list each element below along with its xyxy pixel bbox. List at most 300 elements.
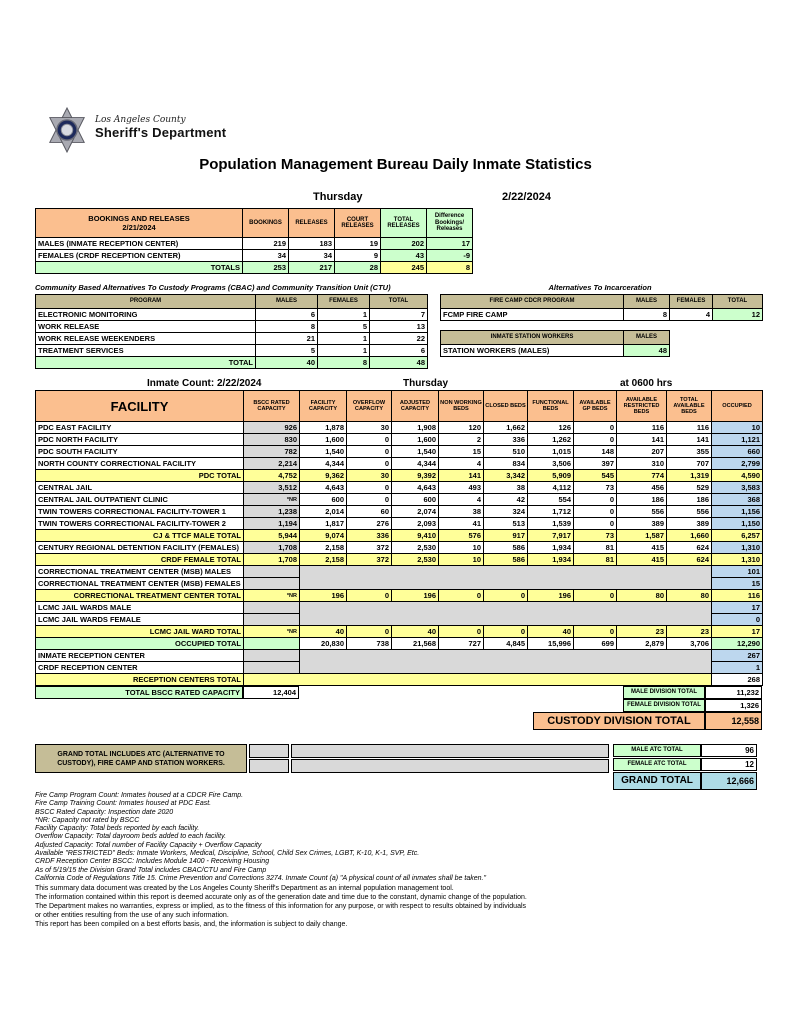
facility-reception-total-row: [36, 674, 763, 686]
cell: CENTURY REGIONAL DETENTION FACILITY (FEMALES): [36, 542, 244, 554]
bookings-releases-table: [35, 208, 473, 274]
cell: 4: [439, 458, 484, 470]
cell: 9,074: [300, 530, 347, 542]
col-bscc-rated-capacity: BSCC RATED CAPACITY: [244, 391, 300, 422]
cell: 355: [667, 446, 712, 458]
footnote-line: As of 5/19/15 the Division Grand Total includes CBAC/CTU and Fire Camp: [35, 866, 267, 874]
page-title: Population Management Bureau Daily Inmate Statistics: [199, 156, 592, 173]
cell: 116: [617, 422, 667, 434]
cell: CENTRAL JAIL OUTPATIENT CLINIC: [36, 494, 244, 506]
bookings-header-row: [36, 209, 473, 238]
grand-gray-cell: [291, 744, 609, 758]
cell: 1,319: [667, 470, 712, 482]
cell: 4,112: [528, 482, 574, 494]
cell: 707: [667, 458, 712, 470]
cell: 1,934: [528, 554, 574, 566]
footnote-line: BSCC Rated Capacity: Inspection date 2020: [35, 808, 174, 816]
facility-total-row: [36, 626, 763, 638]
cell: 1,015: [528, 446, 574, 458]
cell: 324: [484, 506, 528, 518]
cell: 148: [574, 446, 617, 458]
cell: 3,342: [484, 470, 528, 482]
fire-camp-total: 12: [713, 309, 763, 321]
cell: 624: [667, 542, 712, 554]
facility-row: [36, 482, 763, 494]
cell: 0: [347, 446, 392, 458]
cell: PDC EAST FACILITY: [36, 422, 244, 434]
facility-row: [36, 518, 763, 530]
facility-row: [36, 422, 763, 434]
footnote-line: Fire Camp Program Count: Inmates housed at a CDCR Fire Camp.: [35, 792, 244, 799]
cell: 1,662: [484, 422, 528, 434]
disclaimer-line: or other entities resulting from the use of any such information.: [35, 912, 229, 919]
col-males: MALES: [256, 295, 318, 309]
male-division-label: MALE DIVISION TOTAL: [623, 686, 705, 699]
station-workers-header: INMATE STATION WORKERS: [441, 331, 624, 345]
disclaimer-line: The information contained within this report is deemed accurate only as of the generation date and time due to the constant, dynamic change of the population.: [35, 894, 527, 901]
footnote-line: Adjusted Capacity: Total number of Facility Capacity + Overflow Capacity: [35, 841, 262, 849]
inmate-count-day: Thursday: [403, 378, 449, 389]
cbac-header-row: [36, 295, 428, 309]
cell: 42: [484, 494, 528, 506]
cell: 0: [484, 626, 528, 638]
cell: 0: [574, 518, 617, 530]
cell: 1,934: [528, 542, 574, 554]
cell: 23: [617, 626, 667, 638]
cell: 186: [617, 494, 667, 506]
cell: 5,944: [244, 530, 300, 542]
bookings-row: [36, 250, 473, 262]
cell: 1,878: [300, 422, 347, 434]
cell: 1,310: [712, 554, 763, 566]
col-functional-beds: FUNCTIONAL BEDS: [528, 391, 574, 422]
col-males: MALES: [624, 295, 670, 309]
cell: 493: [439, 482, 484, 494]
cell: 0: [484, 590, 528, 602]
cell: 4,845: [484, 638, 528, 650]
cell: 0: [439, 626, 484, 638]
cell: 600: [300, 494, 347, 506]
station-workers-label: STATION WORKERS (MALES): [441, 345, 624, 357]
cell: 1,121: [712, 434, 763, 446]
facility-row: [36, 542, 763, 554]
cell: 2,093: [392, 518, 439, 530]
cell: 1: [318, 333, 370, 345]
cbac-total-row: [36, 357, 428, 369]
cell: 19: [335, 238, 381, 250]
cell: ELECTRONIC MONITORING: [36, 309, 256, 321]
col-adjusted-capacity: ADJUSTED CAPACITY: [392, 391, 439, 422]
bookings-date: 2/21/2024: [122, 223, 156, 232]
cell: 1,817: [300, 518, 347, 530]
cell: 40: [528, 626, 574, 638]
cell: 336: [484, 434, 528, 446]
cbac-title: Community Based Alternatives To Custody Programs (CBAC) and Community Transition Unit (CTU): [35, 283, 391, 292]
cell: 41: [439, 518, 484, 530]
cell: 372: [347, 542, 392, 554]
cell: 20,830: [300, 638, 347, 650]
cell: 34: [243, 250, 289, 262]
cell: 7,917: [528, 530, 574, 542]
facility-occupied-total-row: [36, 638, 763, 650]
cell: 23: [667, 626, 712, 638]
col-available-gp-beds: AVAILABLE GP BEDS: [574, 391, 617, 422]
cell: 6,257: [712, 530, 763, 542]
cell: 1,660: [667, 530, 712, 542]
facility-gray-first-row: [36, 650, 763, 662]
cell: 545: [574, 470, 617, 482]
cell: 17: [427, 238, 473, 250]
cell: 510: [484, 446, 528, 458]
cell: MALES (INMATE RECEPTION CENTER): [36, 238, 243, 250]
cell: 727: [439, 638, 484, 650]
cell: *NR: [244, 590, 300, 602]
cell: LCMC JAIL WARD TOTAL: [36, 626, 244, 638]
cell: [244, 614, 300, 626]
cell: WORK RELEASE: [36, 321, 256, 333]
cell: 80: [667, 590, 712, 602]
cell: 529: [667, 482, 712, 494]
grand-total-section: [35, 742, 762, 794]
facility-total-row: [36, 554, 763, 566]
cell: 120: [439, 422, 484, 434]
cell: 415: [617, 554, 667, 566]
cell: 624: [667, 554, 712, 566]
cell: 1,150: [712, 518, 763, 530]
cell: [244, 650, 300, 662]
cell: 1,310: [712, 542, 763, 554]
cell: 600: [392, 494, 439, 506]
cell: 80: [617, 590, 667, 602]
cell: 368: [712, 494, 763, 506]
cell: 4,643: [392, 482, 439, 494]
cell: CORRECTIONAL TREATMENT CENTER (MSB) FEMALES: [36, 578, 244, 590]
cell: 2,530: [392, 554, 439, 566]
cell: 1: [318, 309, 370, 321]
female-division-value: 1,326: [705, 699, 762, 712]
cell: 38: [484, 482, 528, 494]
cell: 40: [256, 357, 318, 369]
footnote-line: Facility Capacity: Total beds reported by each facility.: [35, 825, 200, 833]
cell: WORK RELEASE WEEKENDERS: [36, 333, 256, 345]
cell: 268: [712, 674, 763, 686]
cell: 1,539: [528, 518, 574, 530]
cell: 126: [528, 422, 574, 434]
cell: 660: [712, 446, 763, 458]
sheriff-logo: [45, 106, 226, 154]
col-females: FEMALES: [318, 295, 370, 309]
cell: 4: [439, 494, 484, 506]
cell: [300, 566, 712, 590]
col-non-working-beds: NON WORKING BEDS: [439, 391, 484, 422]
cell: INMATE RECEPTION CENTER: [36, 650, 244, 662]
footnote-line: Available "RESTRICTED" Beds: Inmate Workers, Medical, Discipline, School, Child Sex Crimes, LGBT, K-10, K-1, SVP, Etc.: [35, 850, 420, 858]
day-date-row: [0, 191, 791, 205]
cell: PDC NORTH FACILITY: [36, 434, 244, 446]
col-total: TOTAL: [713, 295, 763, 309]
col-program: PROGRAM: [36, 295, 256, 309]
cell: 1,156: [712, 506, 763, 518]
col-available-restricted-beds: AVAILABLE RESTRICTED BEDS: [617, 391, 667, 422]
cell: 22: [370, 333, 428, 345]
inmate-count-line: [35, 378, 762, 390]
cell: 4,643: [300, 482, 347, 494]
cell: 0: [347, 434, 392, 446]
cell: 336: [347, 530, 392, 542]
cell: 554: [528, 494, 574, 506]
cell: 1,712: [528, 506, 574, 518]
cell: 12,290: [712, 638, 763, 650]
total-bscc-label: TOTAL BSCC RATED CAPACITY: [35, 686, 243, 699]
cell: 7: [370, 309, 428, 321]
cell: 101: [712, 566, 763, 578]
cell: 0: [347, 458, 392, 470]
cell: 2,214: [244, 458, 300, 470]
cell: 21: [256, 333, 318, 345]
cell: 81: [574, 542, 617, 554]
bookings-releases-section: [35, 208, 473, 274]
station-workers-row: [441, 345, 670, 357]
disclaimer: [35, 884, 755, 929]
cell: 43: [381, 250, 427, 262]
facility-total-row: [36, 530, 763, 542]
col-difference: Difference Bookings/ Releases: [427, 209, 473, 238]
cell: 834: [484, 458, 528, 470]
cell: 830: [244, 434, 300, 446]
footnote-line: *NR: Capacity not rated by BSCC: [35, 816, 140, 824]
footnote-line: Fire Camp Training Count: Inmates housed at PDC East.: [35, 800, 212, 808]
cell: *NR: [244, 626, 300, 638]
footnote-line: California Code of Regulations Title 15. Crime Prevention and Corrections 3274. Inmate Count (a) "A physical count of all inmates shall be taken.": [35, 874, 486, 882]
cell: 2,799: [712, 458, 763, 470]
cell: 1,540: [392, 446, 439, 458]
cell: 0: [347, 494, 392, 506]
station-workers-table: [440, 330, 670, 357]
cbac-table: [35, 294, 428, 369]
cell: 0: [347, 590, 392, 602]
female-division-row: [35, 699, 762, 712]
cell: 2,158: [300, 542, 347, 554]
cell: CENTRAL JAIL: [36, 482, 244, 494]
cell: 15,996: [528, 638, 574, 650]
cell: [244, 662, 300, 674]
cell: 0: [574, 590, 617, 602]
cell: 40: [392, 626, 439, 638]
custody-division-value: 12,558: [705, 712, 762, 730]
grand-gray-cell: [249, 744, 289, 758]
cell: 1,194: [244, 518, 300, 530]
alternatives-title: Alternatives To Incarceration: [548, 283, 652, 292]
cell: [244, 566, 300, 578]
grand-total-value: 12,666: [701, 772, 757, 790]
cell: 1,708: [244, 542, 300, 554]
facility-gray-first-row: [36, 566, 763, 578]
cell: 513: [484, 518, 528, 530]
inmate-count-label: Inmate Count: 2/22/2024: [147, 378, 262, 389]
cell: 267: [712, 650, 763, 662]
cell: 774: [617, 470, 667, 482]
logo-text: [95, 115, 226, 140]
station-workers-value: 48: [624, 345, 670, 357]
cell: CJ & TTCF MALE TOTAL: [36, 530, 244, 542]
male-atc-label: MALE ATC TOTAL: [613, 744, 701, 757]
facility-header-row: [36, 391, 763, 422]
col-females: FEMALES: [670, 295, 713, 309]
cell: [244, 578, 300, 590]
bookings-row: [36, 238, 473, 250]
col-closed-beds: CLOSED BEDS: [484, 391, 528, 422]
col-total-releases: TOTAL RELEASES: [381, 209, 427, 238]
cell: 0: [712, 614, 763, 626]
facility-total-row: [36, 470, 763, 482]
cbac-section: [35, 283, 435, 369]
cell: 8: [256, 321, 318, 333]
sheriff-star-icon: [45, 106, 89, 154]
cell: 217: [289, 262, 335, 274]
cell: 196: [300, 590, 347, 602]
col-court-releases: COURT RELEASES: [335, 209, 381, 238]
cell: 3,583: [712, 482, 763, 494]
col-facility-capacity: FACILITY CAPACITY: [300, 391, 347, 422]
disclaimer-line: This report has been compiled on a best efforts basis, and, the information is subject to daily change.: [35, 921, 348, 928]
col-occupied: OCCUPIED: [712, 391, 763, 422]
cell: 0: [574, 434, 617, 446]
facility-row: [36, 458, 763, 470]
cell: 276: [347, 518, 392, 530]
cell: 397: [574, 458, 617, 470]
cell: 8: [318, 357, 370, 369]
col-facility: FACILITY: [36, 391, 244, 422]
cell: 4,344: [300, 458, 347, 470]
cell: 9,392: [392, 470, 439, 482]
cell: 6: [370, 345, 428, 357]
female-atc-value: 12: [701, 758, 757, 771]
cell: TOTALS: [36, 262, 243, 274]
cell: 2,074: [392, 506, 439, 518]
cell: 30: [347, 422, 392, 434]
cell: 1: [318, 345, 370, 357]
female-division-label: FEMALE DIVISION TOTAL: [623, 699, 705, 712]
cell: 1,238: [244, 506, 300, 518]
cell: 219: [243, 238, 289, 250]
cell: OCCUPIED TOTAL: [36, 638, 244, 650]
fire-camp-row: [441, 309, 763, 321]
cell: 10: [439, 554, 484, 566]
cell: 2,014: [300, 506, 347, 518]
alternatives-section: [440, 283, 770, 357]
cell: 0: [347, 482, 392, 494]
cell: 1: [712, 662, 763, 674]
cell: 372: [347, 554, 392, 566]
bookings-title: BOOKINGS AND RELEASES: [88, 214, 190, 223]
cell: TREATMENT SERVICES: [36, 345, 256, 357]
cell: 28: [335, 262, 381, 274]
grand-total-note: GRAND TOTAL INCLUDES ATC (ALTERNATIVE TO CUSTODY), FIRE CAMP AND STATION WORKERS.: [35, 744, 247, 773]
cell: 2: [439, 434, 484, 446]
cell: [244, 638, 300, 650]
cell: LCMC JAIL WARDS MALE: [36, 602, 244, 614]
cell: RECEPTION CENTERS TOTAL: [36, 674, 244, 686]
cell: PDC TOTAL: [36, 470, 244, 482]
cell: 3,506: [528, 458, 574, 470]
cell: 0: [574, 422, 617, 434]
cbac-row: [36, 333, 428, 345]
cell: 1,908: [392, 422, 439, 434]
cell: *NR: [244, 494, 300, 506]
cell: 389: [617, 518, 667, 530]
cell: 4,344: [392, 458, 439, 470]
cell: 245: [381, 262, 427, 274]
fire-camp-label: FCMP FIRE CAMP: [441, 309, 624, 321]
cbac-row: [36, 345, 428, 357]
cell: 2,158: [300, 554, 347, 566]
cell: 4,752: [244, 470, 300, 482]
cell: 4,590: [712, 470, 763, 482]
total-bscc-value: 12,404: [243, 686, 299, 699]
cell: 9: [335, 250, 381, 262]
cell: 556: [667, 506, 712, 518]
footnotes: [35, 792, 735, 883]
cell: 0: [574, 506, 617, 518]
male-atc-value: 96: [701, 744, 757, 757]
cell: 207: [617, 446, 667, 458]
cell: 2,530: [392, 542, 439, 554]
facility-row: [36, 494, 763, 506]
cell: CRDF RECEPTION CENTER: [36, 662, 244, 674]
cell: 116: [667, 422, 712, 434]
grand-gray-cell: [249, 759, 289, 773]
cell: [244, 602, 300, 614]
bookings-total-row: [36, 262, 473, 274]
cell: 5: [256, 345, 318, 357]
cell: TWIN TOWERS CORRECTIONAL FACILITY-TOWER 1: [36, 506, 244, 518]
cell: 1,600: [392, 434, 439, 446]
cell: 926: [244, 422, 300, 434]
cell: 6: [256, 309, 318, 321]
cell: 586: [484, 542, 528, 554]
cell: 15: [439, 446, 484, 458]
fire-camp-table: [440, 294, 763, 321]
col-overflow-capacity: OVERFLOW CAPACITY: [347, 391, 392, 422]
grand-total-label: GRAND TOTAL: [613, 772, 701, 790]
cell: 73: [574, 530, 617, 542]
cell: 0: [574, 494, 617, 506]
facility-row: [36, 434, 763, 446]
cell: 141: [617, 434, 667, 446]
col-males: MALES: [624, 331, 670, 345]
cell: 3,512: [244, 482, 300, 494]
facility-row: [36, 446, 763, 458]
facility-gray-first-row: [36, 602, 763, 614]
cell: 21,568: [392, 638, 439, 650]
disclaimer-line: The Department makes no warranties, express or implied, as to the fitness of this information for any purpose, or with respect to results obtained by individuals: [35, 903, 527, 910]
agency-name: Sheriff's Department: [95, 124, 227, 140]
footnote-line: CRDF Reception Center BSCC: Includes Module 1400 - Receiving Housing: [35, 858, 270, 866]
cell: 116: [712, 590, 763, 602]
bookings-title-cell: [36, 209, 243, 238]
cell: -9: [427, 250, 473, 262]
cell: 1,600: [300, 434, 347, 446]
cell: 17: [712, 602, 763, 614]
cell: 0: [347, 626, 392, 638]
fire-camp-header-row: [441, 295, 763, 309]
cell: 48: [370, 357, 428, 369]
inmate-count-time: at 0600 hrs: [620, 378, 673, 389]
cell: FEMALES (CRDF RECEPTION CENTER): [36, 250, 243, 262]
fire-camp-header: FIRE CAMP CDCR PROGRAM: [441, 295, 624, 309]
col-bookings: BOOKINGS: [243, 209, 289, 238]
cell: TWIN TOWERS CORRECTIONAL FACILITY-TOWER 2: [36, 518, 244, 530]
